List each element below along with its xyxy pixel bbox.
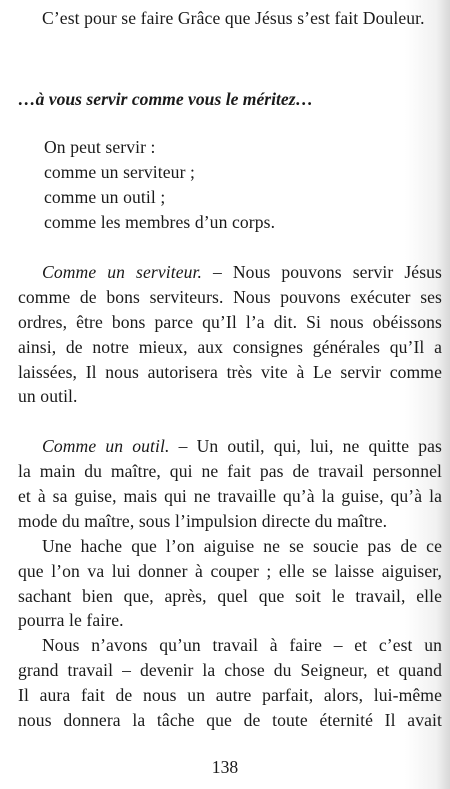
text-line: nous donnera la tâche que de toute éternité Il avait bbox=[18, 710, 442, 730]
text-run: – Nous pouvons servir Jésus bbox=[202, 262, 442, 282]
text-line: comme de bons serviteurs. Nous pouvons exécuter ses bbox=[18, 287, 442, 307]
text-line: Il aura fait de nous un autre parfait, alors, lui-même bbox=[18, 685, 442, 705]
text-line: ordres, être bons parce qu’Il l’a dit. Si nous obéissons bbox=[18, 312, 442, 332]
section-title: …à vous servir comme vous le méritez… bbox=[18, 89, 314, 109]
list-intro: On peut servir : bbox=[44, 137, 156, 157]
list-item: comme un serviteur ; bbox=[44, 162, 196, 182]
text-line: C’est pour se faire Grâce que Jésus s’est fait Douleur. bbox=[42, 8, 425, 28]
text-line: grand travail – devenir la chose du Seigneur, et quand bbox=[18, 660, 442, 680]
paragraph-heading: Comme un outil. bbox=[42, 436, 170, 456]
text-line: sachant bien que, après, quel que soit le travail, elle bbox=[18, 586, 442, 606]
text-line: Nous n’avons qu’un travail à faire – et c’est un bbox=[42, 635, 442, 655]
text-run: – Un outil, qui, lui, ne quitte pas bbox=[169, 436, 442, 456]
paragraph-first-line bbox=[42, 260, 442, 284]
page-number: 138 bbox=[211, 757, 239, 777]
text-line: et à sa guise, mais qui ne travaille qu’à la guise, qu’à la bbox=[18, 486, 442, 506]
text-line: laissées, Il nous autorisera très vite à Le servir comme bbox=[18, 362, 442, 382]
text-line: Une hache que l’on aiguise ne se soucie pas de ce bbox=[42, 536, 442, 556]
list-item: comme les membres d’un corps. bbox=[44, 212, 276, 232]
paragraph-first-line bbox=[42, 434, 442, 458]
paragraph-heading: Comme un serviteur. bbox=[42, 262, 202, 282]
text-line: pourra le faire. bbox=[18, 610, 124, 630]
text-line: que l’on va lui donner à couper ; elle se laisse aiguiser, bbox=[18, 561, 442, 581]
text-line: mode du maître, sous l’impulsion directe du maître. bbox=[18, 511, 388, 531]
text-line: ainsi, de notre mieux, aux consignes générales qu’Il a bbox=[18, 337, 442, 357]
text-line: la main du maître, qui ne fait pas de travail personnel bbox=[18, 461, 442, 481]
list-item: comme un outil ; bbox=[44, 187, 166, 207]
text-line: un outil. bbox=[18, 386, 78, 406]
